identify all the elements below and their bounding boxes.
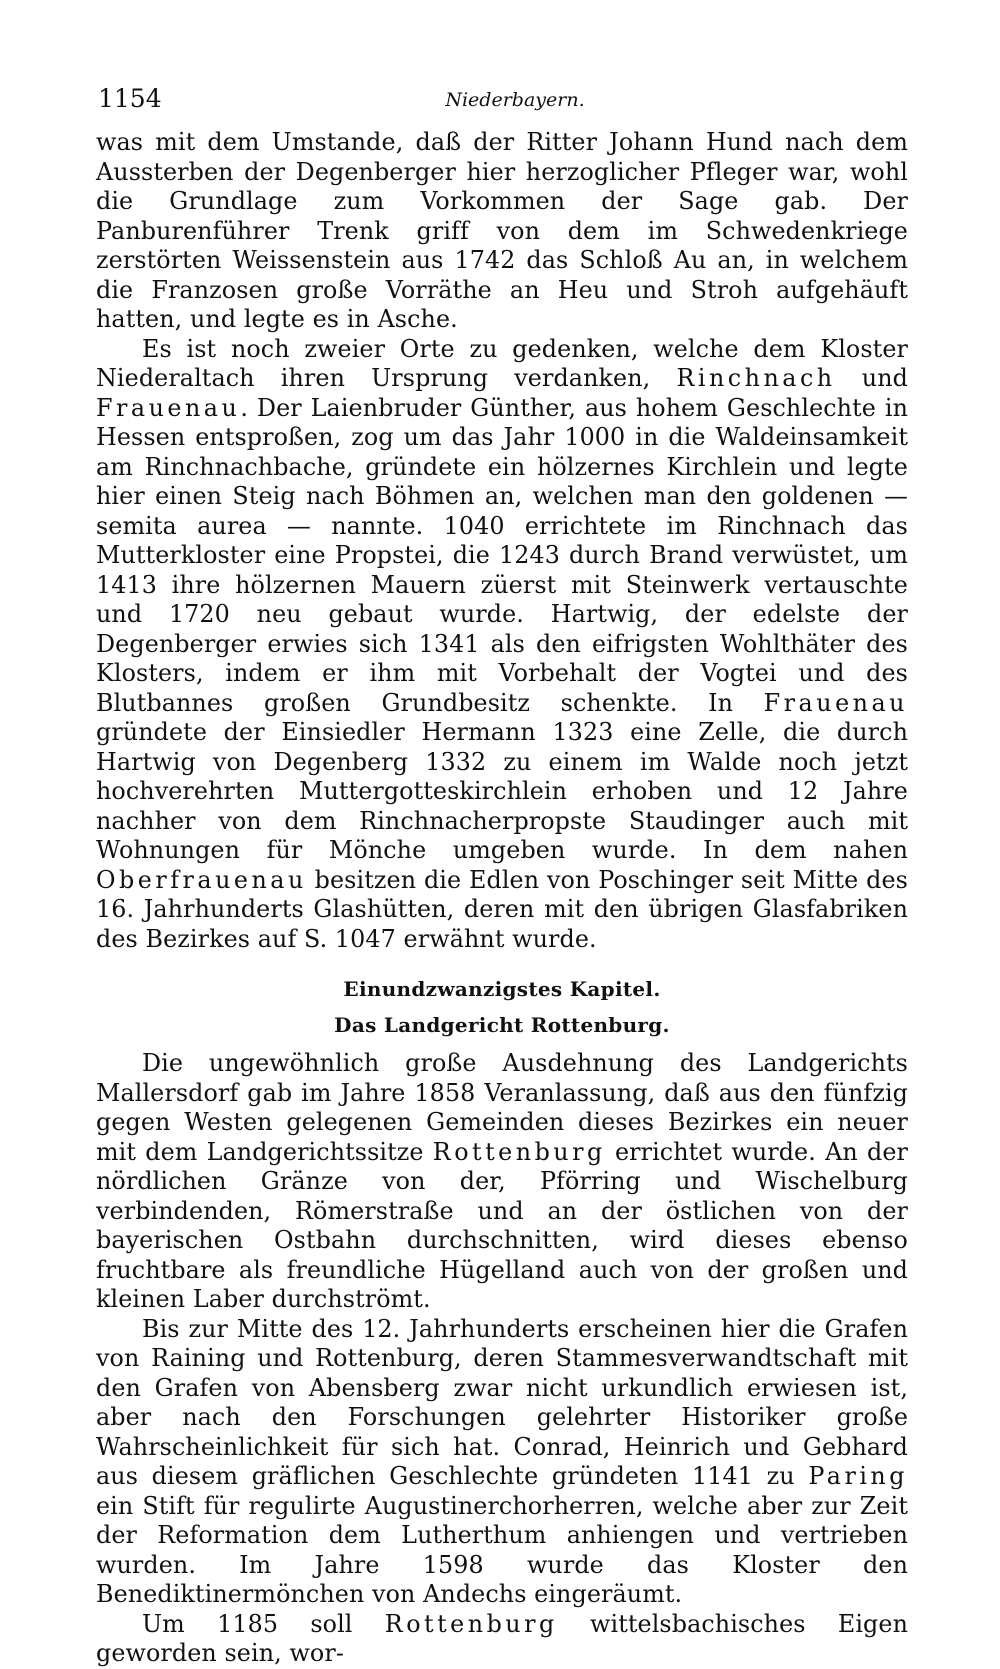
- text-span: besitzen die Edlen von Poschinger seit Mitte des 16. Jahrhunderts Glashütten, deren mit den übrigen Glasfabriken des Bezirkes auf S. 1047 erwähnt wurde.: [96, 865, 908, 953]
- text-span: Bis zur Mitte des 12. Jahrhunderts erscheinen hier die Grafen von Raining und Rottenburg, deren Stammesverwandtschaft mit den Grafen von Abensberg zwar nicht urkundlich erwiesen ist, aber nach den Forschungen gelehrter Historiker große Wahrscheinlichkeit für sich hat. Conrad, Heinrich und Gebhard aus diesem gräflichen Geschlechte gründeten 1141 zu: [96, 1314, 908, 1490]
- place-name-rinchnach: Rinchnach: [676, 364, 836, 392]
- paragraph-1: was mit dem Umstande, daß der Ritter Johann Hund nach dem Aussterben der Degenberger hier herzoglicher Pfleger war, wohl die Grundlage zum Vorkommen der Sage gab. Der Panburenführer Trenk griff von dem im Schwedenkriege zerstörten Weissenstein aus 1742 das Schloß Au an, in welchem die Franzosen große Vorräthe an Heu und Stroh aufgehäuft hatten, und legte es in Asche.: [96, 128, 908, 333]
- paragraph-5: [96, 1610, 908, 1669]
- paragraph-2: [96, 335, 908, 955]
- paragraph-4: [96, 1315, 908, 1610]
- place-name-rottenburg: Rottenburg: [384, 1609, 558, 1638]
- text-span: . Der Laienbruder Günther, aus hohem Geschlechte in Hessen entsproßen, zog um das Jahr 1000 in die Waldeinsamkeit am Rinchnachbache, gründete ein hölzernes Kirchlein und legte hier einen Steig nach Böhmen an, welchen man den goldenen — semita aurea — nannte. 1040 errichtete im Rinchnach das Mutterkloster eine Propstei, die 1243 durch Brand verwüstet, um 1413 ihre hölzernen Mauern züerst mit Steinwerk vertauschte und 1720 neu gebaut wurde. Hartwig, der edelste der Degenberger erwies sich 1341 als den eifrigsten Wohlthäter des Klosters, indem er ihm mit Vorbehalt der Vogtei und des Blutbannes großen Grundbesitz schenkte. In: [96, 393, 908, 717]
- text-span: gründete der Einsiedler Hermann 1323 eine Zelle, die durch Hartwig von Degenberg 1332 zu einem im Walde noch jetzt hochverehrten Muttergotteskirchlein erhoben und 12 Jahre nachher von dem Rinchnacherpropste Staudinger auch mit Wohnungen für Mönche umgeben wurde. In dem nahen: [96, 718, 908, 864]
- place-name-oberfrauenau: Oberfrauenau: [96, 865, 307, 894]
- document-page: [96, 84, 908, 1669]
- place-name-paring: Paring: [808, 1462, 908, 1490]
- place-name-frauenau: Frauenau: [763, 688, 908, 717]
- running-head: Niederbayern.: [445, 89, 585, 111]
- place-name-rottenburg: Rottenburg: [432, 1137, 606, 1166]
- paragraph-3: [96, 1049, 908, 1315]
- text-span: Es ist noch zweier Orte zu gedenken, welche dem Kloster Niederaltach ihren Ursprung verdanken,: [96, 334, 908, 392]
- text-span: Die ungewöhnlich große Ausdehnung des Landgerichts Mallersdorf gab im Jahre 1858 Veranlassung, daß aus den fünfzig gegen Westen gelegenen Gemeinden dieses Bezirkes ein neuer mit dem Landgerichtssitze: [96, 1049, 908, 1166]
- page-number: 1154: [98, 84, 162, 113]
- text-span: errichtet wurde. An der nördlichen Gränze von der, Pförring und Wischelburg verbindenden, Römerstraße und an der östlichen von der bayerischen Ostbahn durchschnitten, wird dieses ebenso fruchtbare als freundliche Hügelland auch von der großen und kleinen Laber durchströmt.: [96, 1137, 908, 1313]
- chapter-title: Einundzwanzigstes Kapitel.: [343, 977, 661, 1001]
- section-title: Das Landgericht Rottenburg.: [334, 1013, 670, 1037]
- text-span: ein Stift für regulirte Augustinerchorherren, welche aber zur Zeit der Reformation dem Lutherthum anhiengen und vertrieben wurden. Im Jahre 1598 wurde das Kloster den Benediktinermönchen von Andechs eingeräumt.: [96, 1491, 908, 1608]
- page-header: [96, 84, 908, 128]
- text-span: wittelsbachisches Eigen geworden sein, wor-: [96, 1609, 908, 1667]
- text-span: Um 1185 soll: [142, 1609, 385, 1638]
- text-span: und: [835, 364, 908, 392]
- place-name-frauenau: Frauenau: [96, 393, 241, 422]
